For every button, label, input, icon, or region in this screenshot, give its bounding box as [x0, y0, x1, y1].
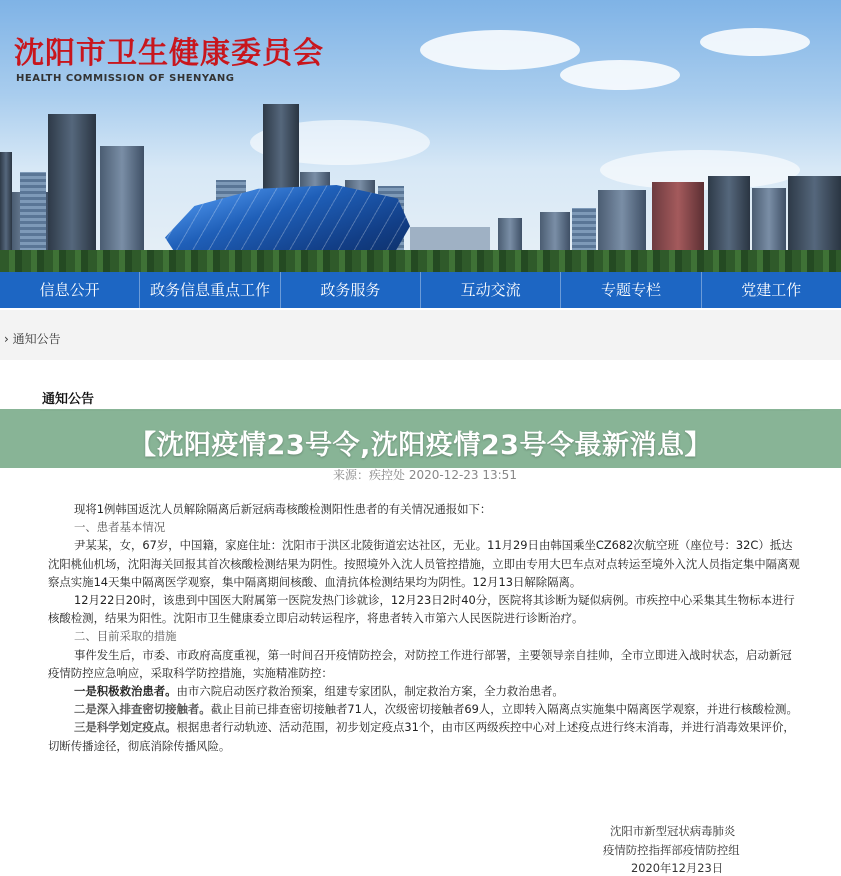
nav-item-party[interactable]: 党建工作 [741, 281, 802, 299]
nav-item-key-work[interactable]: 政务信息重点工作 [140, 272, 280, 308]
measure-text: 由市六院启动医疗救治预案，组建专家团队，制定救治方案，全力救治患者。 [176, 684, 564, 699]
article-title: 【沈阳疫情23号令,沈阳疫情23号令最新消息】 [129, 430, 712, 461]
signature-line: 沈阳市新型冠状病毒肺炎 [610, 824, 736, 838]
breadcrumb-band [0, 310, 841, 360]
header-banner [0, 0, 841, 272]
measure-label: 三是科学划定疫点。 [74, 720, 177, 735]
tree-line [0, 250, 841, 272]
subheading: 二、目前采取的措施 [74, 629, 177, 644]
main-nav [0, 272, 841, 308]
measure-1 [48, 682, 800, 700]
measure-3 [48, 718, 800, 754]
nav-item-info-public[interactable]: 信息公开 [0, 272, 140, 308]
signature-date: 2020年12月23日 [631, 861, 724, 875]
nav-item-gov-service[interactable]: 政务服务 [281, 272, 421, 308]
building [48, 114, 96, 272]
cloud [420, 30, 580, 70]
site-title[interactable]: 沈阳市卫生健康委员会 [14, 36, 324, 71]
site-subtitle: HEALTH COMMISSION OF SHENYANG [16, 73, 235, 84]
nav-item-special[interactable]: 专题专栏 [561, 272, 701, 308]
measure-text: 截止目前已排查密切接触者71人，次级密切接触者69人，立即转入隔离点实施集中隔离医学观察，并进行核酸检测。 [210, 702, 798, 717]
article-body [48, 500, 800, 755]
measure-label: 二是深入排查密切接触者。 [74, 702, 211, 717]
paragraph: 尹某某，女，67岁，中国籍，家庭住址：沈阳市于洪区北陵街道宏达社区，无业。11月29日由韩国乘坐CZ682次航空班（座位号：32C）抵达沈阳桃仙机场，沈阳海关回报其首次核酸检测结果为阴性。按照境外入沈人员管控措施，立即由专用大巴车点对点转运至境外入沈人员指定集中隔离观察点实施14天集中隔离医学观察，集中隔离期间核酸、血清抗体检测结果均为阴性。12月13日解除隔离。 [48, 538, 800, 589]
article-meta: 来源：疾控处 2020-12-23 13:51 [333, 468, 517, 482]
measure-2 [48, 700, 800, 718]
cloud [560, 60, 680, 90]
title-overlay [0, 409, 841, 468]
measure-label: 一是积极救治患者。 [74, 684, 177, 699]
measure-text: 根据患者行动轨迹、活动范围，初步划定疫点31个，由市区两级疾控中心对上述疫点进行终末消毒，并进行消毒效果评价，切断传播途径，彻底消除传播风险。 [48, 720, 795, 753]
paragraph: 12月22日20时，该患到中国医大附属第一医院发热门诊就诊，12月23日2时40分，医院将其诊断为疑似病例。市疾控中心采集其生物标本进行核酸检测，结果为阳性。沈阳市卫生健康委立即启动转运程序，将患者转入市第六人民医院进行诊断治疗。 [48, 593, 795, 626]
subheading: 一、患者基本情况 [74, 520, 166, 535]
breadcrumb[interactable]: › 通知公告 [4, 332, 61, 346]
cloud [700, 28, 810, 56]
section-heading: 通知公告 [42, 392, 95, 407]
paragraph: 现将1例韩国返沈人员解除隔离后新冠病毒核酸检测阳性患者的有关情况通报如下： [74, 502, 492, 516]
signature-line: 疫情防控指挥部疫情防控组 [603, 843, 740, 857]
stadium-grid [165, 185, 410, 260]
nav-item-interaction[interactable]: 互动交流 [421, 272, 561, 308]
paragraph: 事件发生后，市委、市政府高度重视，第一时间召开疫情防控会，对防控工作进行部署，主要领导亲自挂帅，全市立即进入战时状态，启动新冠疫情防控应急响应，采取科学防控措施，实施精准防控： [48, 647, 792, 680]
